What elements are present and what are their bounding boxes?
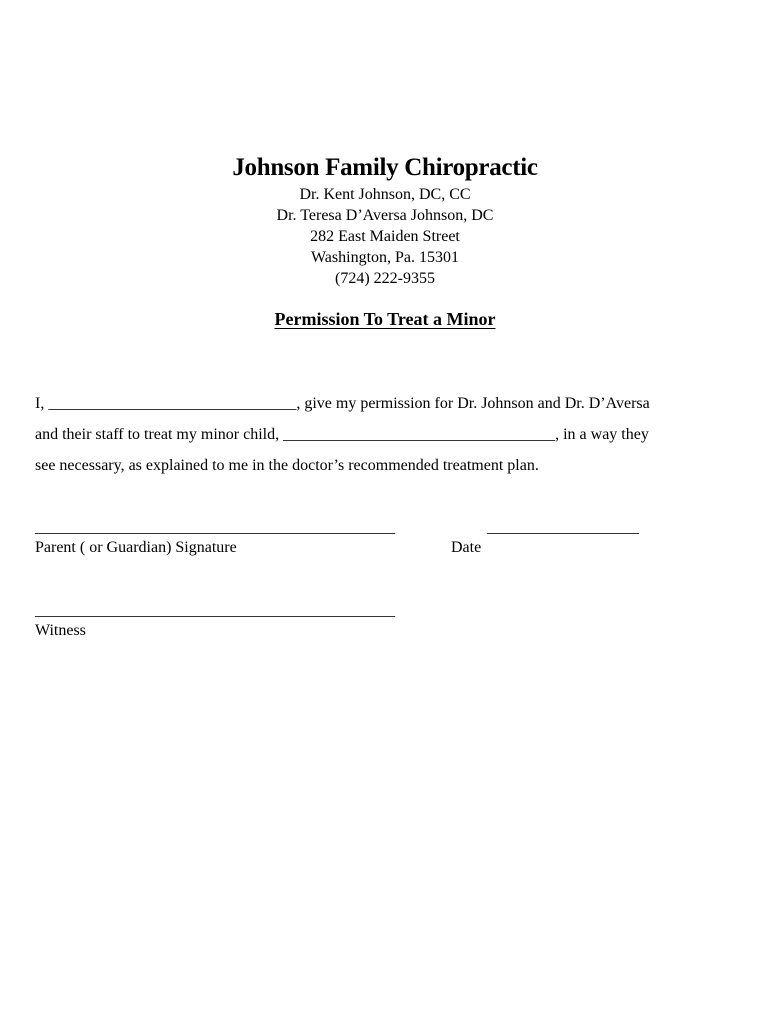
parent-signature-label: Parent ( or Guardian) Signature (35, 539, 237, 556)
date-line[interactable]: ___________________ (487, 519, 639, 536)
parent-signature-block (35, 518, 395, 558)
doctor-name-2: Dr. Teresa D’Aversa Johnson, DC (276, 207, 494, 224)
form-title (0, 308, 770, 330)
paragraph-line-3: see necessary, as explained to me in the doctor’s recommended treatment plan. (35, 457, 539, 474)
phone-number: (724) 222-9355 (335, 270, 435, 287)
witness-label: Witness (35, 622, 86, 639)
paragraph-line-1: I, _______________________________, give my permission for Dr. Johnson and Dr. D’Aversa (35, 395, 650, 412)
city-address: Washington, Pa. 15301 (310, 249, 460, 266)
practice-name: Johnson Family Chiropractic (232, 154, 538, 181)
witness-signature-line[interactable]: _____________________________________________ (35, 602, 395, 619)
doctor-name-1: Dr. Kent Johnson, DC, CC (299, 186, 471, 203)
street-address: 282 East Maiden Street (310, 228, 460, 245)
letterhead (0, 152, 770, 289)
form-title-text: Permission To Treat a Minor (274, 309, 496, 329)
paragraph-line-2: and their staff to treat my minor child, __________________________________, in a way they (35, 426, 649, 443)
date-label: Date (451, 539, 482, 556)
parent-signature-line[interactable]: _____________________________________________ (35, 519, 395, 536)
date-block (451, 518, 639, 558)
witness-signature-block (35, 601, 395, 641)
permission-paragraph (35, 388, 735, 481)
